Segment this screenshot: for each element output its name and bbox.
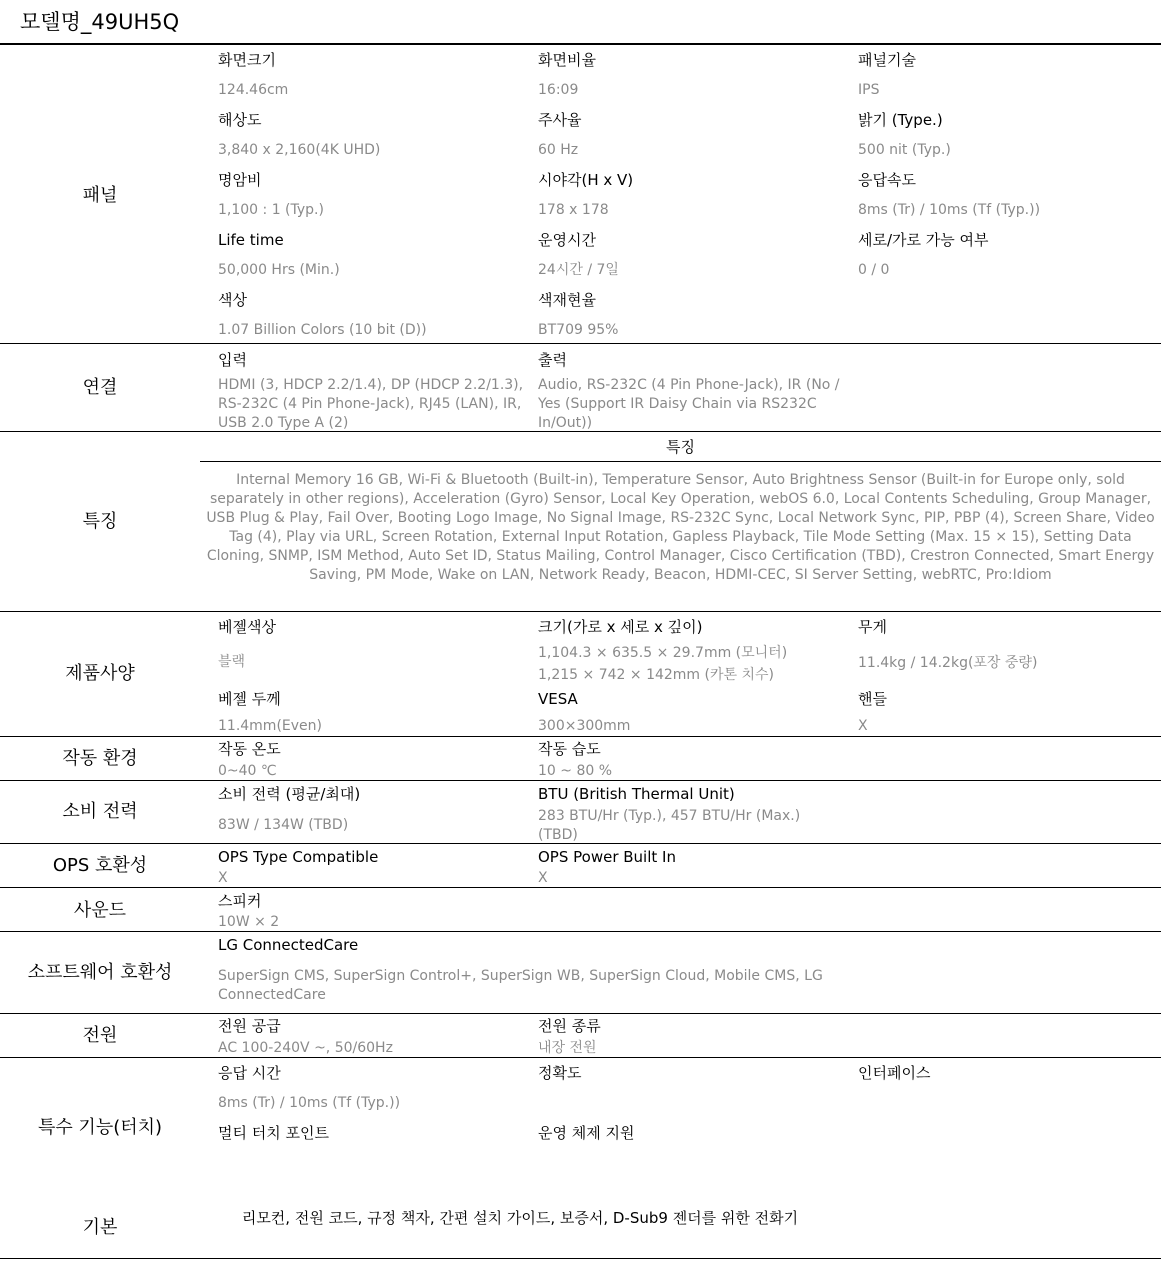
ops-type-label: OPS Type Compatible — [218, 848, 379, 866]
speaker-label: 스피커 — [218, 892, 262, 910]
divider — [0, 1013, 1161, 1014]
spec-value: 50,000 Hrs (Min.) — [218, 262, 340, 278]
section-touch: 특수 기능(터치) — [37, 1117, 163, 1138]
temperature-label: 작동 온도 — [218, 740, 281, 758]
section-software: 소프트웨어 호환성 — [27, 962, 173, 983]
spec-value: 8ms (Tr) / 10ms (Tf (Typ.)) — [858, 202, 1041, 218]
spec-label: 패널기술 — [858, 51, 916, 69]
ops-type-value: X — [218, 870, 228, 886]
title-divider — [0, 43, 1161, 45]
section-basic: 기본 — [82, 1217, 118, 1238]
divider — [0, 931, 1161, 932]
response-time-value: 8ms (Tr) / 10ms (Tf (Typ.)) — [218, 1095, 401, 1111]
spec-label: 화면크기 — [218, 51, 276, 69]
software-value: SuperSign CMS, SuperSign Control+, SuperSign WB, SuperSign Cloud, Mobile CMS, LG ConnectedCare — [218, 968, 823, 1003]
input-value: HDMI (3, HDCP 2.2/1.4), DP (HDCP 2.2/1.3), RS-232C (4 Pin Phone-Jack), RJ45 (LAN), IR, USB 2.0 Type A (2) — [218, 377, 524, 431]
spec-label: 화면비율 — [538, 51, 596, 69]
section-ops: OPS 호환성 — [52, 855, 148, 876]
spec-value: BT709 95% — [538, 322, 619, 338]
spec-label: Life time — [218, 231, 284, 249]
power-consumption-label: 소비 전력 (평균/최대) — [218, 785, 361, 803]
spec-label: 주사율 — [538, 111, 582, 129]
handle-value: X — [858, 718, 868, 734]
spec-value: 500 nit (Typ.) — [858, 142, 951, 158]
features-value: Internal Memory 16 GB, Wi-Fi & Bluetooth (Built-in), Temperature Sensor, Auto Brightness Sensor (Built-in for Europe only, sold separately in other regions), Acceleration (Gyro) Sensor, Local Key Operation, webOS 6.0, Local Contents Scheduling, Group Manager, USB Plug & Play, Fail Over, Booting Logo Image, No Signal Image, RS-232C Sync, Local Network Sync, PIP, PBP (4), Screen Share, Video Tag (4), Play via URL, Screen Rotation, External Input Rotation, Gapless Playback, Tile Mode Setting (Max. 15 × 15), Setting Data Cloning, SNMP, ISM Method, Auto Set ID, Status Mailing, Control Manager, Cisco Certification (TBD), Crestron Connected, Smart Energy Saving, PM Mode, Wake on LAN, Network Ready, Beacon, HDMI-CEC, SI Server Setting, webRTC, Pro:Idiom — [206, 472, 1155, 583]
multitouch-label: 멀티 터치 포인트 — [218, 1124, 329, 1142]
vesa-label: VESA — [538, 690, 578, 708]
power-type-label: 전원 종류 — [538, 1017, 601, 1035]
spec-label: 밝기 (Type.) — [858, 111, 943, 129]
divider — [0, 736, 1161, 737]
ops-power-label: OPS Power Built In — [538, 848, 676, 866]
features-header-divider — [200, 461, 1161, 462]
page-title: 모델명_49UH5Q — [20, 10, 180, 34]
power-supply-value: AC 100-240V ~, 50/60Hz — [218, 1040, 393, 1056]
output-value: Audio, RS-232C (4 Pin Phone-Jack), IR (No / Yes (Support IR Daisy Chain via RS232C In/Out)) — [538, 377, 840, 431]
spec-label: 색재현율 — [538, 291, 596, 309]
power-consumption-value: 83W / 134W (TBD) — [218, 817, 349, 833]
size-label: 크기(가로 x 세로 x 깊이) — [538, 618, 703, 636]
spec-value: 16:09 — [538, 82, 579, 98]
bezel-thickness-value: 11.4mm(Even) — [218, 718, 322, 734]
humidity-label: 작동 습도 — [538, 740, 601, 758]
handle-label: 핸들 — [858, 690, 887, 708]
section-sound: 사운드 — [73, 900, 127, 921]
spec-label: 시야각(H x V) — [538, 171, 634, 189]
spec-label: 해상도 — [218, 111, 262, 129]
divider — [0, 611, 1161, 612]
section-connect: 연결 — [82, 377, 118, 398]
section-product: 제품사양 — [65, 663, 135, 684]
spec-value: 60 Hz — [538, 142, 579, 158]
section-power: 전원 — [82, 1025, 118, 1046]
btu-label: BTU (British Thermal Unit) — [538, 785, 735, 803]
spec-label: 색상 — [218, 291, 247, 309]
section-environment: 작동 환경 — [62, 748, 138, 769]
spec-value: 0 / 0 — [858, 262, 890, 278]
spec-value: 24시간 / 7일 — [538, 262, 619, 278]
spec-value: 124.46cm — [218, 82, 289, 98]
spec-label: 운영시간 — [538, 231, 596, 249]
section-features: 특징 — [82, 511, 118, 532]
spec-label: 세로/가로 가능 여부 — [858, 231, 989, 249]
section-panel: 패널 — [82, 185, 118, 206]
divider — [0, 343, 1161, 344]
spec-value: IPS — [858, 82, 880, 98]
spec-label: 명암비 — [218, 171, 262, 189]
spec-value: 1,100 : 1 (Typ.) — [218, 202, 324, 218]
power-supply-label: 전원 공급 — [218, 1017, 281, 1035]
os-support-label: 운영 체제 지원 — [538, 1124, 635, 1142]
ops-power-value: X — [538, 870, 548, 886]
bezel-color-label: 베젤색상 — [218, 618, 276, 636]
weight-value: 11.4kg / 14.2kg(포장 중량) — [858, 655, 1038, 671]
bezel-thickness-label: 베젤 두께 — [218, 690, 281, 708]
software-label: LG ConnectedCare — [218, 936, 359, 954]
basic-value: 리모컨, 전원 코드, 규정 책자, 간편 설치 가이드, 보증서, D-Sub9 젠더를 위한 전화기 — [241, 1209, 799, 1227]
accuracy-label: 정확도 — [538, 1064, 582, 1082]
divider — [0, 1258, 1161, 1259]
spec-label: 응답속도 — [858, 171, 916, 189]
spec-value: 178 x 178 — [538, 202, 609, 218]
output-label: 출력 — [538, 351, 567, 369]
vesa-value: 300×300mm — [538, 718, 631, 734]
interface-label: 인터페이스 — [858, 1064, 931, 1082]
size-value-monitor: 1,104.3 × 635.5 × 29.7mm (모니터) — [538, 645, 788, 661]
spec-value: 1.07 Billion Colors (10 bit (D)) — [218, 322, 427, 338]
speaker-value: 10W × 2 — [218, 914, 280, 930]
bezel-color-value: 블랙 — [218, 654, 246, 670]
weight-label: 무게 — [858, 618, 887, 636]
divider — [0, 887, 1161, 888]
humidity-value: 10 ~ 80 % — [538, 763, 613, 779]
response-time-label: 응답 시간 — [218, 1064, 281, 1082]
input-label: 입력 — [218, 351, 247, 369]
size-value-carton: 1,215 × 742 × 142mm (카톤 치수) — [538, 667, 774, 683]
power-type-value: 내장 전원 — [538, 1040, 597, 1056]
temperature-value: 0~40 ℃ — [218, 763, 277, 779]
spec-value: 3,840 x 2,160(4K UHD) — [218, 142, 381, 158]
btu-value: 283 BTU/Hr (Typ.), 457 BTU/Hr (Max.) (TBD) — [538, 808, 801, 843]
section-power-consumption: 소비 전력 — [62, 801, 138, 822]
features-header: 특징 — [666, 438, 695, 456]
